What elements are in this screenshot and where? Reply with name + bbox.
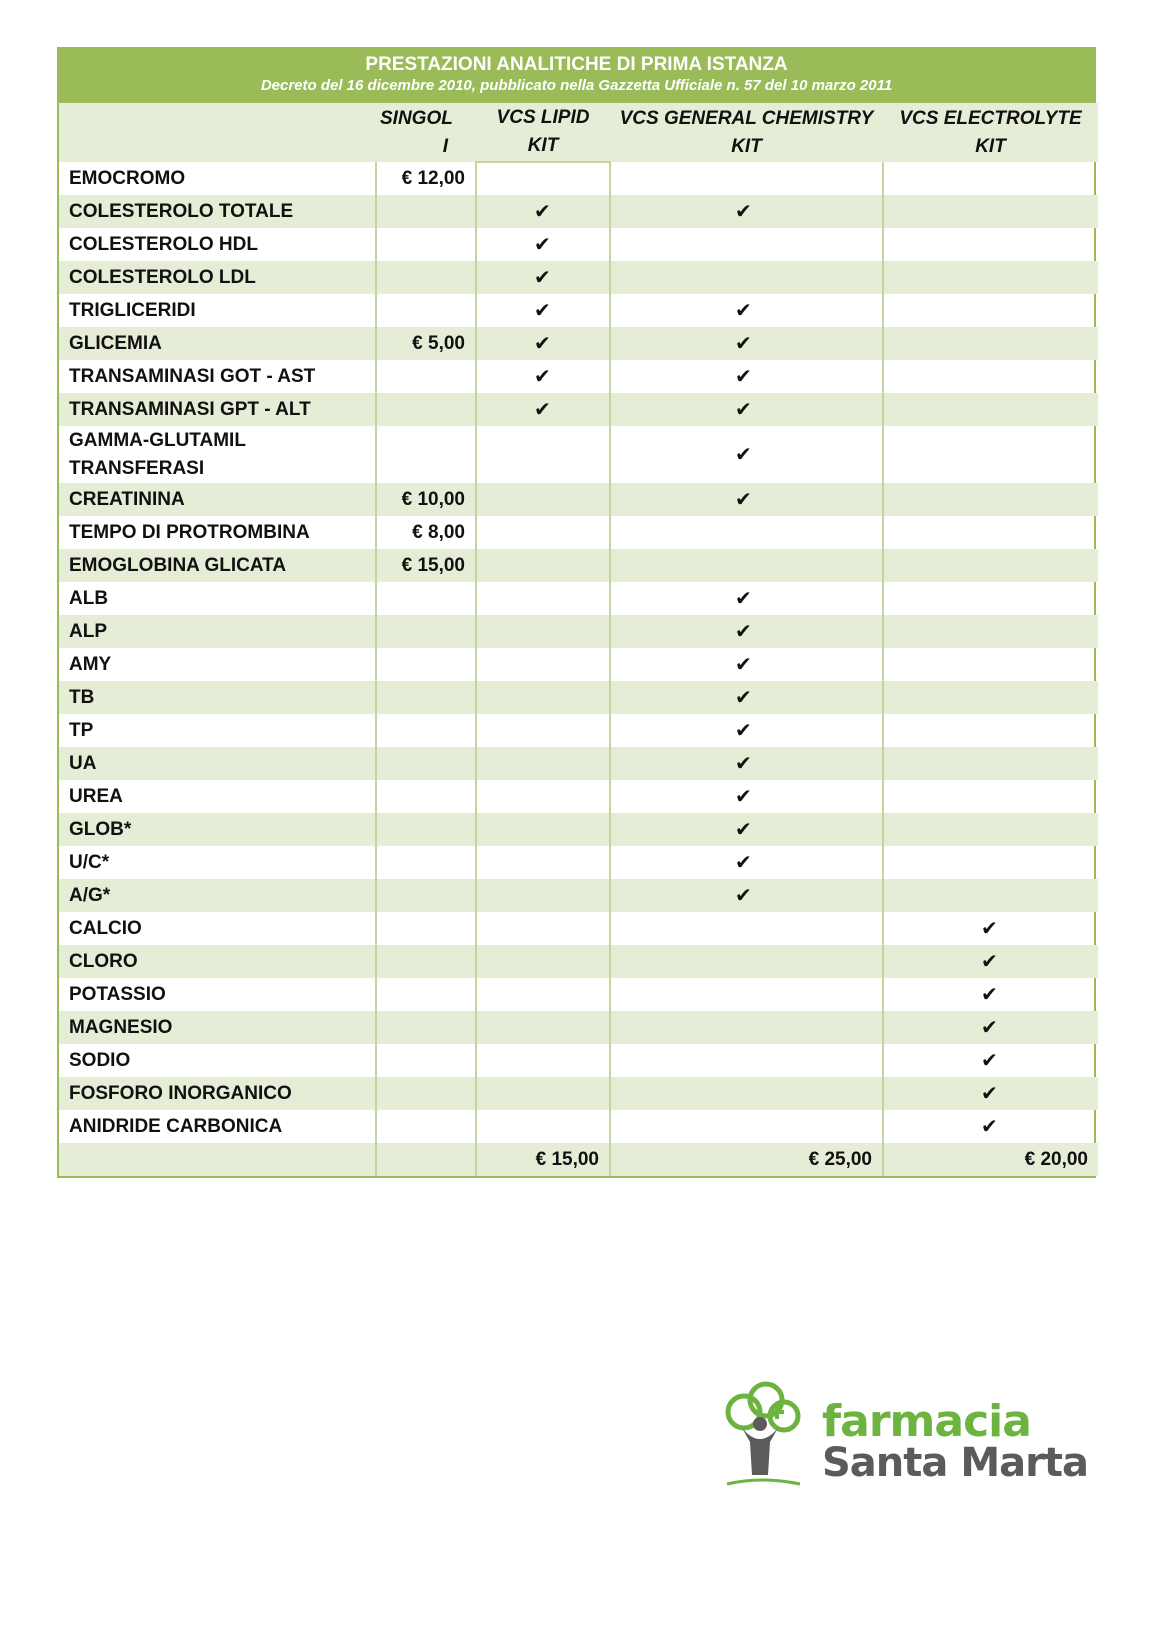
analysis-name: MAGNESIO xyxy=(59,1011,376,1044)
lipid-kit-check xyxy=(476,162,610,195)
table-row xyxy=(59,483,1098,516)
analysis-name: GLOB* xyxy=(59,813,376,846)
general-kit-check: ✔ xyxy=(610,813,883,846)
lipid-kit-check xyxy=(476,615,610,648)
analysis-name: CREATININA xyxy=(59,483,376,516)
electrolyte-kit-check xyxy=(883,360,1098,393)
table-row xyxy=(59,879,1098,912)
general-kit-check: ✔ xyxy=(610,846,883,879)
single-price xyxy=(376,1110,476,1143)
general-kit-check xyxy=(610,1011,883,1044)
electrolyte-kit-check xyxy=(883,195,1098,228)
electrolyte-kit-check xyxy=(883,615,1098,648)
lipid-kit-check xyxy=(476,1077,610,1110)
lipid-kit-check xyxy=(476,681,610,714)
electrolyte-kit-check xyxy=(883,516,1098,549)
single-price xyxy=(376,648,476,681)
table-row xyxy=(59,360,1098,393)
single-price: € 5,00 xyxy=(376,327,476,360)
lipid-kit-check xyxy=(476,516,610,549)
general-kit-check xyxy=(610,549,883,582)
analysis-name: U/C* xyxy=(59,846,376,879)
analysis-name: GAMMA-GLUTAMIL TRANSFERASI xyxy=(59,426,376,483)
electrolyte-kit-check: ✔ xyxy=(981,1116,998,1138)
analysis-name: CALCIO xyxy=(59,912,376,945)
electrolyte-kit-check: ✔ xyxy=(981,1050,998,1072)
lipid-kit-check: ✔ xyxy=(476,360,610,393)
column-header-general-line2: KIT xyxy=(731,135,762,157)
electrolyte-kit-check xyxy=(883,879,1098,912)
lipid-kit-check xyxy=(476,1110,610,1143)
analysis-name: UA xyxy=(59,747,376,780)
electrolyte-kit-check xyxy=(883,426,1098,483)
table-row xyxy=(59,1011,1098,1044)
table-subtitle: Decreto del 16 dicembre 2010, pubblicato nella Gazzetta Ufficiale n. 57 del 10 marzo 2011 xyxy=(260,77,893,94)
lipid-kit-check: ✔ xyxy=(476,327,610,360)
single-price xyxy=(376,582,476,615)
electrolyte-kit-check xyxy=(883,162,1098,195)
single-price xyxy=(376,714,476,747)
general-kit-check: ✔ xyxy=(610,426,883,483)
table-row xyxy=(59,1110,1098,1143)
table-row xyxy=(59,549,1098,582)
analysis-name: COLESTEROLO LDL xyxy=(59,261,376,294)
electrolyte-kit-check: ✔ xyxy=(883,1011,1098,1044)
table-row xyxy=(59,615,1098,648)
single-price xyxy=(376,294,476,327)
general-kit-check: ✔ xyxy=(610,294,883,327)
single-price xyxy=(376,615,476,648)
electrolyte-kit-check xyxy=(883,393,1098,426)
analysis-name: COLESTEROLO TOTALE xyxy=(59,195,376,228)
general-kit-check xyxy=(610,945,883,978)
logo-text-farmacia: farmacia xyxy=(822,1396,1031,1447)
general-kit-check: ✔ xyxy=(610,360,883,393)
single-price: € 12,00 xyxy=(376,162,476,195)
analysis-name: TB xyxy=(59,681,376,714)
lipid-kit-check xyxy=(476,648,610,681)
lipid-kit-check xyxy=(476,582,610,615)
column-header-name xyxy=(59,103,376,162)
column-header-general xyxy=(610,103,883,162)
analysis-name: TEMPO DI PROTROMBINA xyxy=(59,516,376,549)
single-price xyxy=(376,879,476,912)
analysis-name: FOSFORO INORGANICO xyxy=(59,1077,376,1110)
lipid-kit-check xyxy=(476,549,610,582)
lipid-kit-check: ✔ xyxy=(476,228,610,261)
analysis-name: ALB xyxy=(59,582,376,615)
general-kit-check xyxy=(610,228,883,261)
logo-tree-icon xyxy=(722,1380,802,1490)
table-row xyxy=(59,162,1098,195)
general-kit-check: ✔ xyxy=(610,780,883,813)
general-kit-check: ✔ xyxy=(610,582,883,615)
totals-row xyxy=(59,1143,1098,1176)
table-row xyxy=(59,1044,1098,1077)
table-row xyxy=(59,681,1098,714)
electrolyte-kit-check xyxy=(883,813,1098,846)
electrolyte-kit-check xyxy=(883,228,1098,261)
table-row xyxy=(59,426,1098,483)
electrolyte-kit-check: ✔ xyxy=(981,918,998,940)
analysis-name: TP xyxy=(59,714,376,747)
general-kit-check: ✔ xyxy=(610,648,883,681)
single-price xyxy=(376,978,476,1011)
analysis-name: SODIO xyxy=(59,1044,376,1077)
table-row xyxy=(59,846,1098,879)
analysis-name: COLESTEROLO HDL xyxy=(59,228,376,261)
column-header-singoli-line1: SINGOL xyxy=(380,107,453,129)
lipid-kit-check: ✔ xyxy=(476,195,610,228)
general-kit-check: ✔ xyxy=(610,714,883,747)
lipid-kit-check xyxy=(476,747,610,780)
general-kit-check xyxy=(610,261,883,294)
lipid-kit-check xyxy=(476,426,610,483)
single-price xyxy=(376,261,476,294)
general-kit-check: ✔ xyxy=(610,747,883,780)
table-row xyxy=(59,780,1098,813)
electrolyte-kit-check xyxy=(883,549,1098,582)
analysis-name: EMOCROMO xyxy=(59,162,376,195)
lipid-kit-check xyxy=(476,879,610,912)
column-header-general-line1: VCS GENERAL CHEMISTRY xyxy=(619,107,874,129)
electrolyte-kit-check xyxy=(883,327,1098,360)
table-row xyxy=(59,327,1098,360)
single-price xyxy=(376,228,476,261)
single-price: € 10,00 xyxy=(376,483,476,516)
electrolyte-kit-check: ✔ xyxy=(883,945,1098,978)
column-header-lipid xyxy=(476,103,610,162)
general-kit-check xyxy=(610,1077,883,1110)
general-kit-check: ✔ xyxy=(610,681,883,714)
table-row xyxy=(59,747,1098,780)
analysis-name: ANIDRIDE CARBONICA xyxy=(59,1110,376,1143)
price-table xyxy=(57,47,1096,1178)
general-kit-check: ✔ xyxy=(610,195,883,228)
farmacia-santa-marta-logo xyxy=(750,1390,1100,1540)
single-price xyxy=(376,195,476,228)
total-general: € 25,00 xyxy=(610,1143,883,1176)
general-kit-check: ✔ xyxy=(610,483,883,516)
lipid-kit-check: ✔ xyxy=(476,393,610,426)
analysis-name: A/G* xyxy=(59,879,376,912)
single-price xyxy=(376,945,476,978)
general-kit-check xyxy=(610,162,883,195)
table-row xyxy=(59,714,1098,747)
general-kit-check: ✔ xyxy=(610,879,883,912)
electrolyte-kit-check xyxy=(883,714,1098,747)
general-kit-check xyxy=(610,912,883,945)
lipid-kit-check xyxy=(476,846,610,879)
single-price xyxy=(376,747,476,780)
analysis-name: UREA xyxy=(59,780,376,813)
table-row xyxy=(59,912,1098,945)
table-row xyxy=(59,582,1098,615)
analyses-table xyxy=(59,103,1098,1176)
table-row xyxy=(59,393,1098,426)
single-price xyxy=(376,681,476,714)
single-price: € 15,00 xyxy=(376,549,476,582)
column-header-electrolyte-line1: VCS ELECTROLYTE xyxy=(899,107,1082,129)
analysis-name: ALP xyxy=(59,615,376,648)
table-row xyxy=(59,978,1098,1011)
single-price xyxy=(376,846,476,879)
electrolyte-kit-check xyxy=(883,681,1098,714)
general-kit-check xyxy=(610,978,883,1011)
single-price xyxy=(376,1011,476,1044)
single-price xyxy=(376,813,476,846)
table-title-block xyxy=(59,49,1094,103)
table-row xyxy=(59,813,1098,846)
general-kit-check xyxy=(610,516,883,549)
analysis-name: GLICEMIA xyxy=(59,327,376,360)
general-kit-check xyxy=(610,1044,883,1077)
lipid-kit-check xyxy=(476,780,610,813)
logo-text-santa-marta: Santa Marta xyxy=(822,1440,1088,1486)
lipid-kit-check: ✔ xyxy=(476,261,610,294)
column-header-row xyxy=(59,103,1098,162)
lipid-kit-check: ✔ xyxy=(476,294,610,327)
electrolyte-kit-check xyxy=(883,582,1098,615)
lipid-kit-check xyxy=(476,912,610,945)
single-price xyxy=(376,1077,476,1110)
lipid-kit-check xyxy=(476,1044,610,1077)
lipid-kit-check xyxy=(476,1011,610,1044)
column-header-singoli-line2: I xyxy=(442,135,448,157)
electrolyte-kit-check xyxy=(883,483,1098,516)
general-kit-check: ✔ xyxy=(610,615,883,648)
analysis-name: TRANSAMINASI GPT - ALT xyxy=(59,393,376,426)
general-kit-check: ✔ xyxy=(610,393,883,426)
column-header-singoli xyxy=(376,103,476,162)
analysis-name: CLORO xyxy=(59,945,376,978)
analysis-name: TRIGLICERIDI xyxy=(59,294,376,327)
column-header-electrolyte xyxy=(883,103,1098,162)
single-price xyxy=(376,912,476,945)
lipid-kit-check xyxy=(476,483,610,516)
table-row xyxy=(59,945,1098,978)
table-title: PRESTAZIONI ANALITICHE DI PRIMA ISTANZA xyxy=(365,54,788,75)
table-row xyxy=(59,516,1098,549)
total-electrolyte: € 20,00 xyxy=(883,1143,1098,1176)
general-kit-check: ✔ xyxy=(610,327,883,360)
column-header-electrolyte-line2: KIT xyxy=(975,135,1006,157)
table-row xyxy=(59,228,1098,261)
single-price xyxy=(376,360,476,393)
electrolyte-kit-check xyxy=(883,780,1098,813)
electrolyte-kit-check xyxy=(883,261,1098,294)
electrolyte-kit-check xyxy=(883,294,1098,327)
analysis-name: TRANSAMINASI GOT - AST xyxy=(59,360,376,393)
analysis-name: POTASSIO xyxy=(59,978,376,1011)
single-price xyxy=(376,1044,476,1077)
analysis-name: AMY xyxy=(59,648,376,681)
lipid-kit-check xyxy=(476,945,610,978)
single-price xyxy=(376,393,476,426)
general-kit-check xyxy=(610,1110,883,1143)
electrolyte-kit-check xyxy=(883,846,1098,879)
totals-singoli-cell xyxy=(376,1143,476,1176)
table-row xyxy=(59,294,1098,327)
electrolyte-kit-check: ✔ xyxy=(883,1077,1098,1110)
total-lipid: € 15,00 xyxy=(476,1143,610,1176)
lipid-kit-check xyxy=(476,813,610,846)
single-price xyxy=(376,426,476,483)
electrolyte-kit-check xyxy=(883,747,1098,780)
table-row xyxy=(59,648,1098,681)
single-price xyxy=(376,780,476,813)
analysis-name: EMOGLOBINA GLICATA xyxy=(59,549,376,582)
table-row xyxy=(59,261,1098,294)
totals-label-cell xyxy=(59,1143,376,1176)
table-row xyxy=(59,1077,1098,1110)
lipid-kit-check xyxy=(476,714,610,747)
column-header-lipid-line1: VCS LIPID xyxy=(496,107,590,128)
electrolyte-kit-check xyxy=(883,648,1098,681)
single-price: € 8,00 xyxy=(376,516,476,549)
column-header-lipid-line2: KIT xyxy=(527,135,559,156)
table-row xyxy=(59,195,1098,228)
lipid-kit-check xyxy=(476,978,610,1011)
electrolyte-kit-check: ✔ xyxy=(981,984,998,1006)
